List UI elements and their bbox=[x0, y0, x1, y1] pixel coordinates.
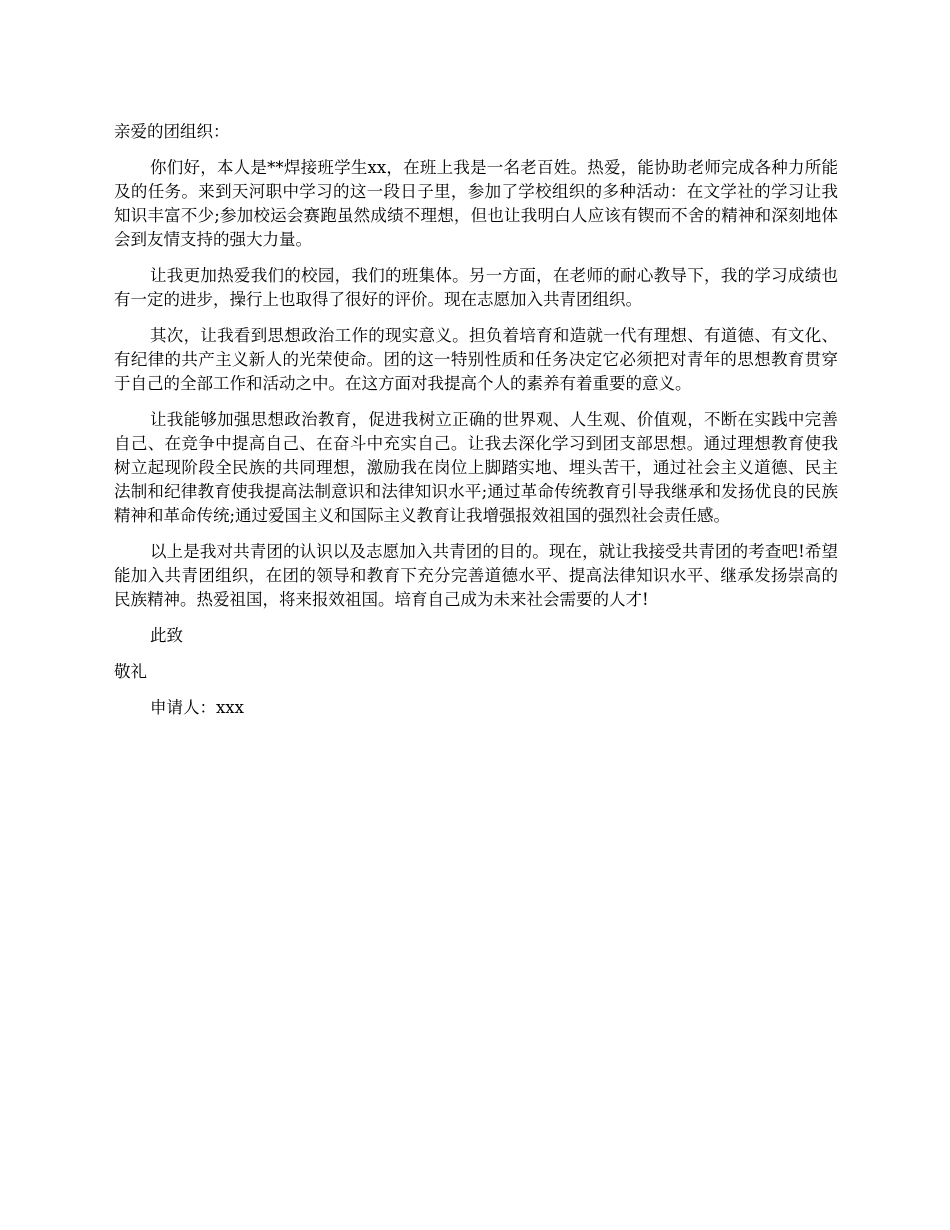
paragraph-4: 让我能够加强思想政治教育，促进我树立正确的世界观、人生观、价值观，不断在实践中完善自己、在竞争中提高自己、在奋斗中充实自己。让我去深化学习到团支部思想。通过理想教育使我树立起现阶段全民族的共同理想，激励我在岗位上脚踏实地、埋头苦干，通过社会主义道德、民主法制和纪律教育使我提高法制意识和法律知识水平;通过革命传统教育引导我继承和发扬优良的民族精神和革命传统;通过爱国主义和国际主义教育让我增强报效祖国的强烈社会责任感。 bbox=[114, 410, 838, 525]
paragraph-1: 你们好，本人是**焊接班学生xx，在班上我是一名老百姓。热爱，能协助老师完成各种力所能及的任务。来到天河职中学习的这一段日子里，参加了学校组织的多种活动：在文学社的学习让我知识丰富不少;参加校运会赛跑虽然成绩不理想，但也让我明白人应该有锲而不舍的精神和深刻地体会到友情支持的强大力量。 bbox=[114, 158, 838, 249]
paragraph-3: 其次，让我看到思想政治工作的现实意义。担负着培育和造就一代有理想、有道德、有文化、有纪律的共产主义新人的光荣使命。团的这一特别性质和任务决定它必须把对青年的思想教育贯穿于自己的全部工作和活动之中。在这方面对我提高个人的素养有着重要的意义。 bbox=[114, 326, 838, 393]
letter-salutation: 亲爱的团组织： bbox=[114, 122, 230, 141]
letter-body bbox=[114, 120, 838, 720]
letter-closing: 此致 bbox=[150, 626, 183, 645]
letter-regards: 敬礼 bbox=[114, 662, 147, 681]
paragraph-5: 以上是我对共青团的认识以及志愿加入共青团的目的。现在，就让我接受共青团的考查吧!希望能加入共青团组织，在团的领导和教育下充分完善道德水平、提高法律知识水平、继承发扬崇高的民族精神。热爱祖国，将来报效祖国。培育自己成为未来社会需要的人才! bbox=[114, 542, 838, 609]
letter-signature: 申请人：xxx bbox=[150, 698, 244, 717]
paragraph-2: 让我更加热爱我们的校园，我们的班集体。另一方面，在老师的耐心教导下，我的学习成绩也有一定的进步，操行上也取得了很好的评价。现在志愿加入共青团组织。 bbox=[114, 266, 838, 309]
